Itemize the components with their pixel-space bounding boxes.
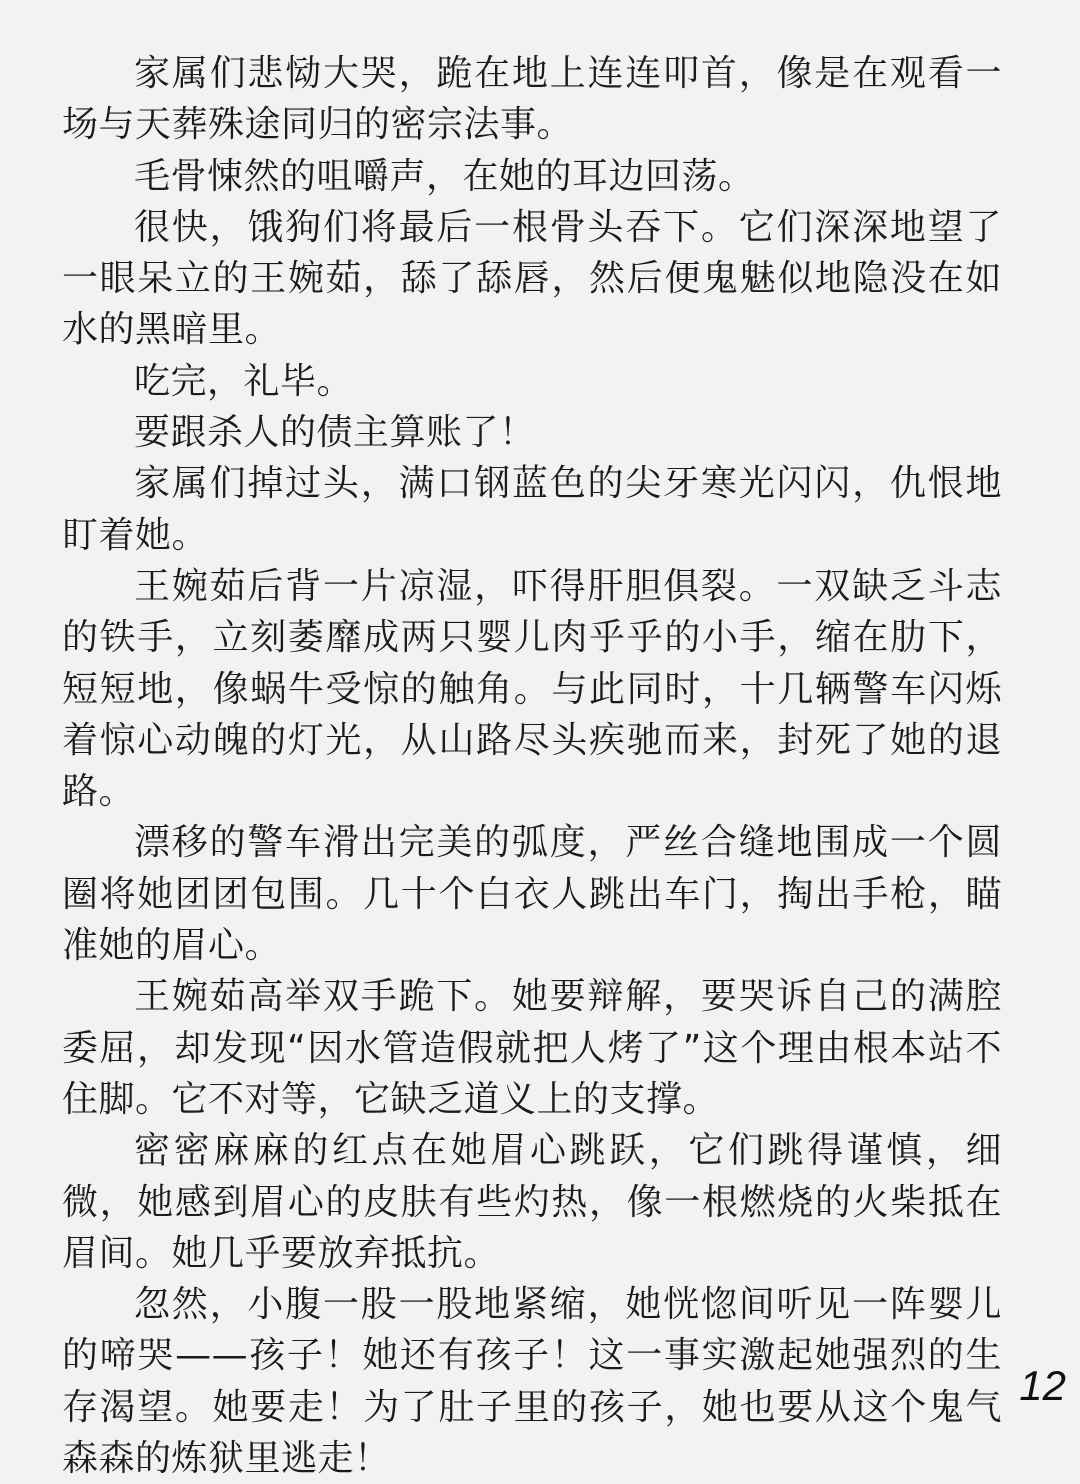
paragraph: 家属们掉过头，满口钢蓝色的尖牙寒光闪闪，仇恨地盯着她。	[62, 463, 1002, 556]
paragraph: 漂移的警车滑出完美的弧度，严丝合缝地围成一个圆圈将她团团包围。几十个白衣人跳出车门，掏出手枪，瞄准她的眉心。	[62, 822, 1002, 967]
paragraph: 家属们悲恸大哭，跪在地上连连叩首，像是在观看一场与天葬殊途同归的密宗法事。	[62, 53, 1002, 146]
page-number: 12	[1019, 1362, 1066, 1409]
paragraph: 要跟杀人的债主算账了！	[134, 412, 536, 454]
paragraph: 王婉茹高举双手跪下。她要辩解，要哭诉自己的满腔委屈，却发现“因水管造假就把人烤了”这个理由根本站不住脚。它不对等，它缺乏道义上的支撑。	[62, 976, 1002, 1120]
paragraph: 很快，饿狗们将最后一根骨头吞下。它们深深地望了一眼呆立的王婉茹，舔了舔唇，然后便鬼魅似地隐没在如水的黑暗里。	[62, 206, 1002, 351]
paragraph: 毛骨悚然的咀嚼声，在她的耳边回荡。	[134, 155, 755, 197]
paragraph: 忽然，小腹一股一股地紧缩，她恍惚间听见一阵婴儿的啼哭——孩子！她还有孩子！这一事实激起她强烈的生存渴望。她要走！为了肚子里的孩子，她也要从这个鬼气森森的炼狱里逃走！	[62, 1284, 1002, 1480]
paragraph: 王婉茹后背一片凉湿，吓得肝胆俱裂。一双缺乏斗志的铁手，立刻萎靡成两只婴儿肉乎乎的小手，缩在肋下，短短地，像蜗牛受惊的触角。与此同时，十几辆警车闪烁着惊心动魄的灯光，从山路尽头疾驰而来，封死了她的退路。	[62, 565, 1002, 813]
paragraph: 密密麻麻的红点在她眉心跳跃，它们跳得谨慎，细微，她感到眉心的皮肤有些灼热，像一根燃烧的火柴抵在眉间。她几乎要放弃抵抗。	[62, 1130, 1002, 1274]
document-text	[62, 48, 1002, 1484]
paragraph: 吃完，礼毕。	[134, 360, 354, 402]
